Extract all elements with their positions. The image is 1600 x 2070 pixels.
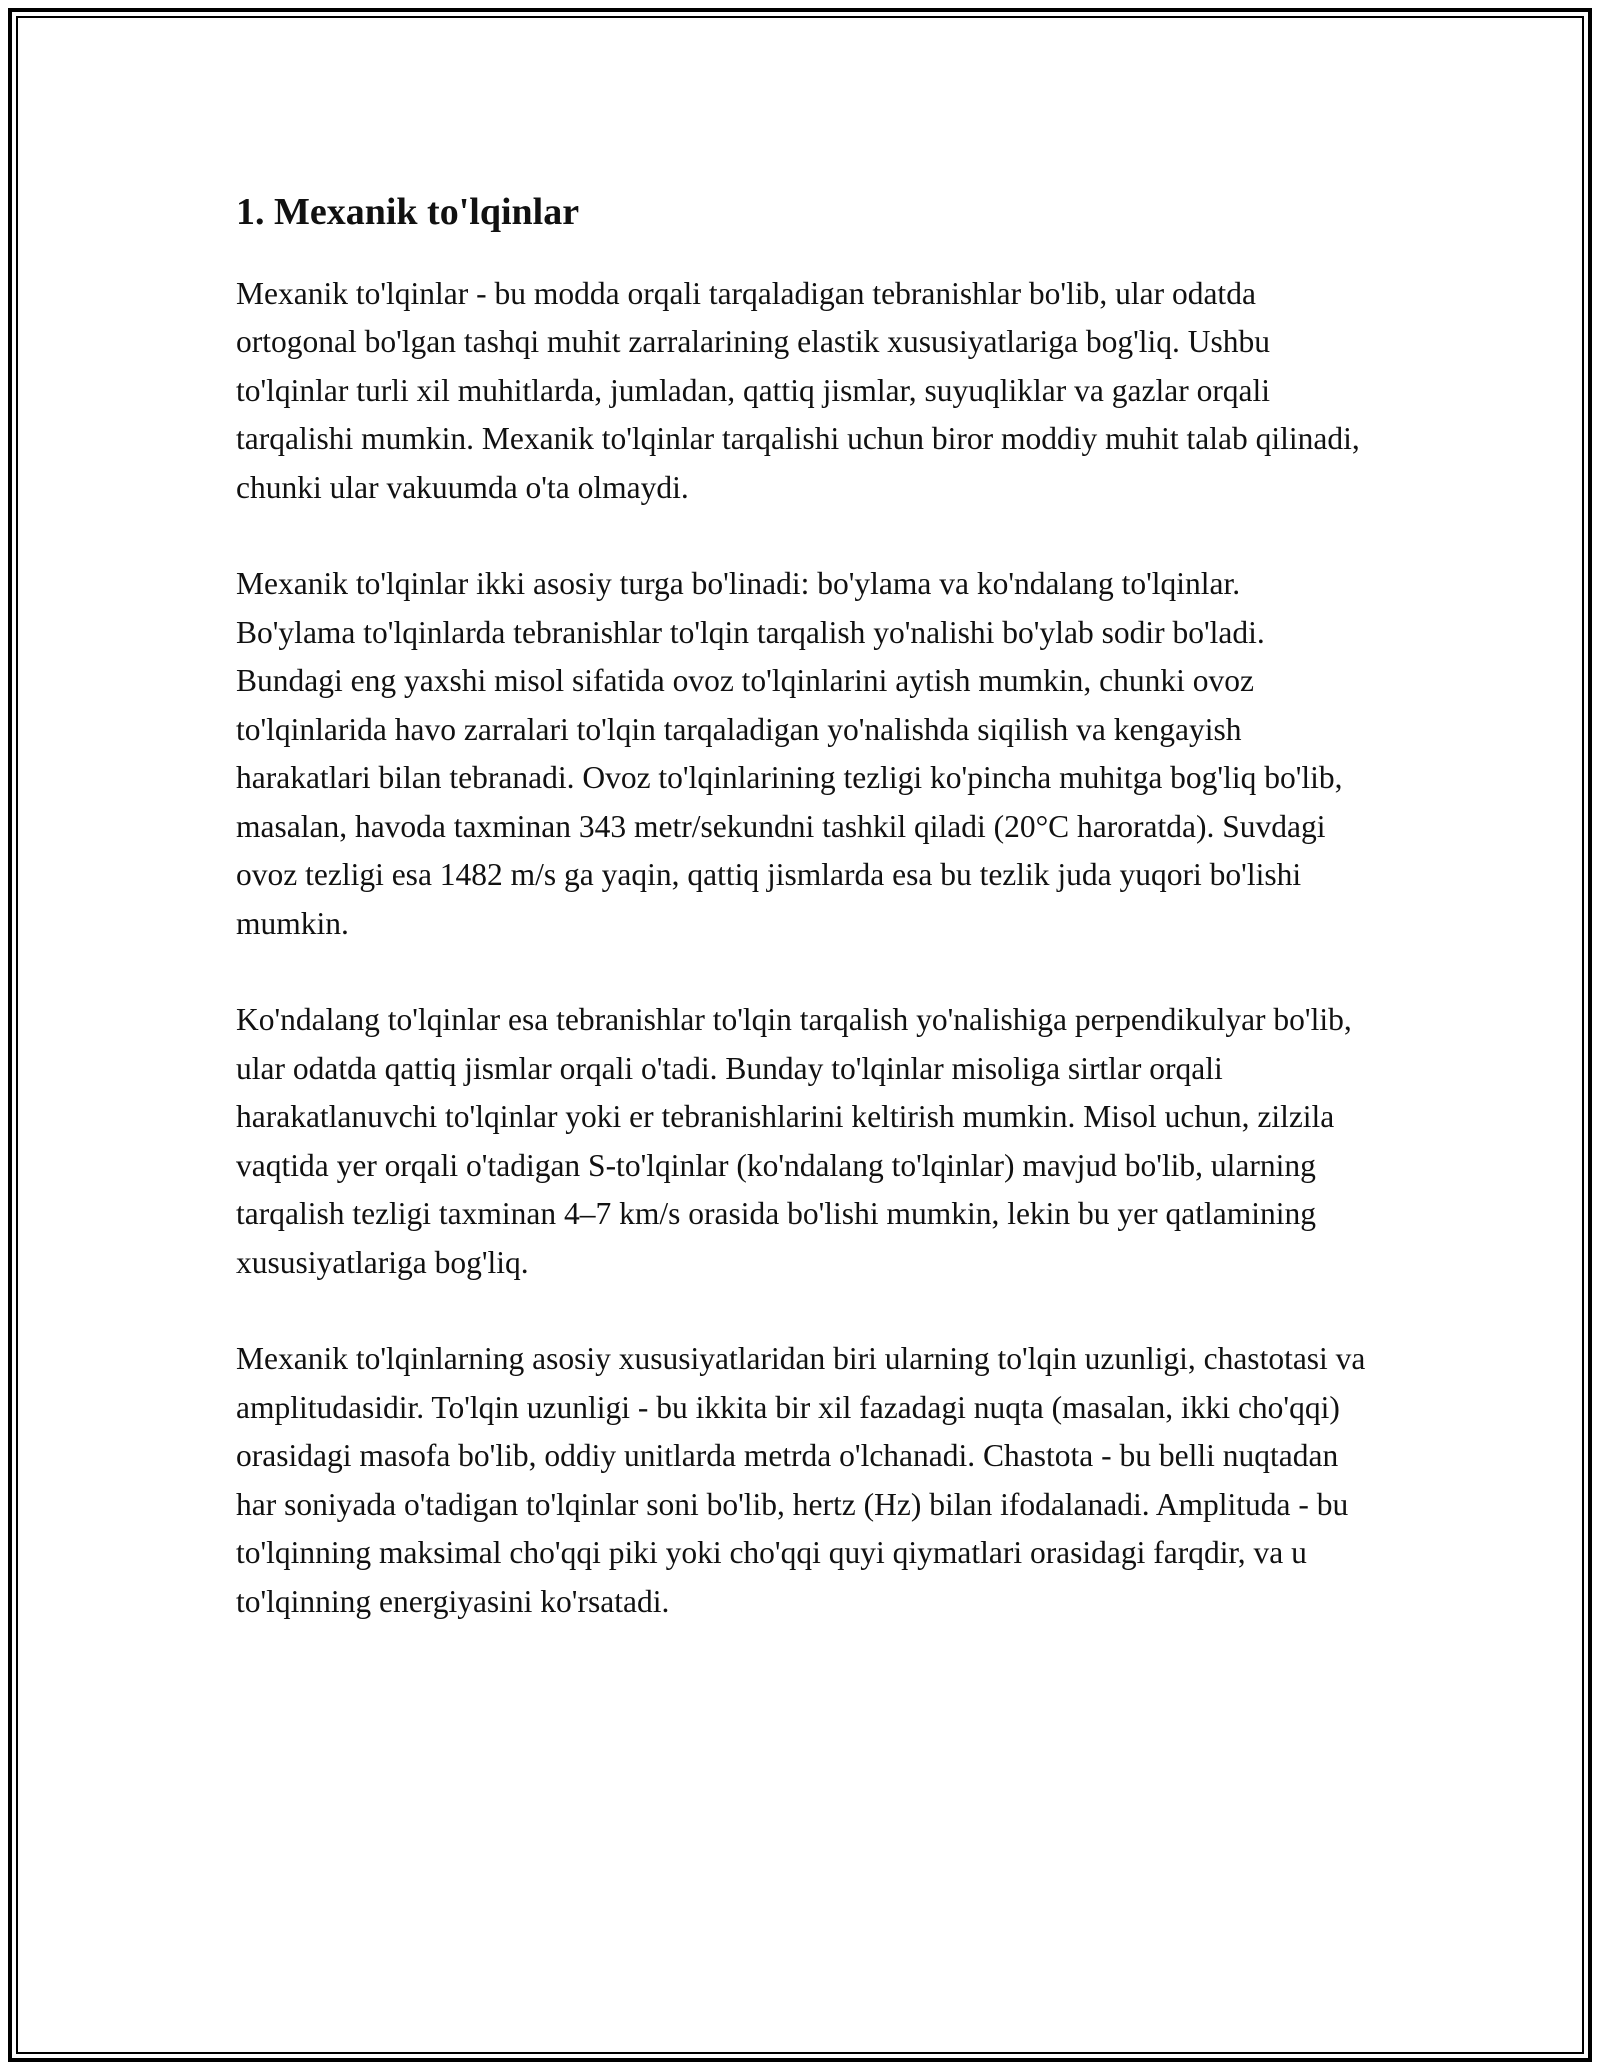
paragraph-intro: Mexanik to'lqinlar - bu modda orqali tarqaladigan tebranishlar bo'lib, ular odatda ortogonal bo'lgan tashqi muhit zarralarining elastik xususiyatlariga bog'liq. Ushbu to'lqinlar turli xil muhitlarda, jumladan, qattiq jismlar, suyuqliklar va gazlar orqali tarqalishi mumkin. Mexanik to'lqinlar tarqalishi uchun biror moddiy muhit talab qilinadi, chunki ular vakuumda o'ta olmaydi. xyxy=(236,275,1360,505)
section-heading: 1. Mexanik to'lqinlar xyxy=(236,191,580,233)
paragraph-longitudinal-waves: Mexanik to'lqinlar ikki asosiy turga bo'linadi: bo'ylama va ko'ndalang to'lqinlar. Bo'ylama to'lqinlarda tebranishlar to'lqin tarqalish yo'nalishi bo'ylab sodir bo'ladi. Bundagi eng yaxshi misol sifatida ovoz to'lqinlarini aytish mumkin, chunki ovoz to'lqinlarida havo zarralari to'lqin tarqaladigan yo'nalishda siqilish va kengayish harakatlari bilan tebranadi. Ovoz to'lqinlarining tezligi ko'pincha muhitga bog'liq bo'lib, masalan, havoda taxminan 343 metr/sekundni tashkil qiladi (20°C haroratda). Suvdagi ovoz tezligi esa 1482 m/s ga yaqin, qattiq jismlarda esa bu tezlik juda yuqori bo'lishi mumkin. xyxy=(236,566,1343,941)
document-body xyxy=(236,180,1366,1674)
paragraph-transverse-waves: Ko'ndalang to'lqinlar esa tebranishlar to'lqin tarqalish yo'nalishiga perpendikulyar bo'lib, ular odatda qattiq jismlar orqali o'tadi. Bunday to'lqinlar misoliga sirtlar orqali harakatlanuvchi to'lqinlar yoki er tebranishlarini keltirish mumkin. Misol uchun, zilzila vaqtida yer orqali o'tadigan S-to'lqinlar (ko'ndalang to'lqinlar) mavjud bo'lib, ularning tarqalish tezligi taxminan 4–7 km/s orasida bo'lishi mumkin, lekin bu yer qatlamining xususiyatlariga bog'liq. xyxy=(236,1002,1352,1280)
paragraph-wave-properties: Mexanik to'lqinlarning asosiy xususiyatlaridan biri ularning to'lqin uzunligi, chastotasi va amplitudasidir. To'lqin uzunligi - bu ikkita bir xil fazadagi nuqta (masalan, ikki cho'qqi) orasidagi masofa bo'lib, oddiy unitlarda metrda o'lchanadi. Chastota - bu belli nuqtadan har soniyada o'tadigan to'lqinlar soni bo'lib, hertz (Hz) bilan ifodalanadi. Amplituda - bu to'lqinning maksimal cho'qqi piki yoki cho'qqi quyi qiymatlari orasidagi farqdir, va u to'lqinning energiyasini ko'rsatadi. xyxy=(236,1341,1366,1619)
